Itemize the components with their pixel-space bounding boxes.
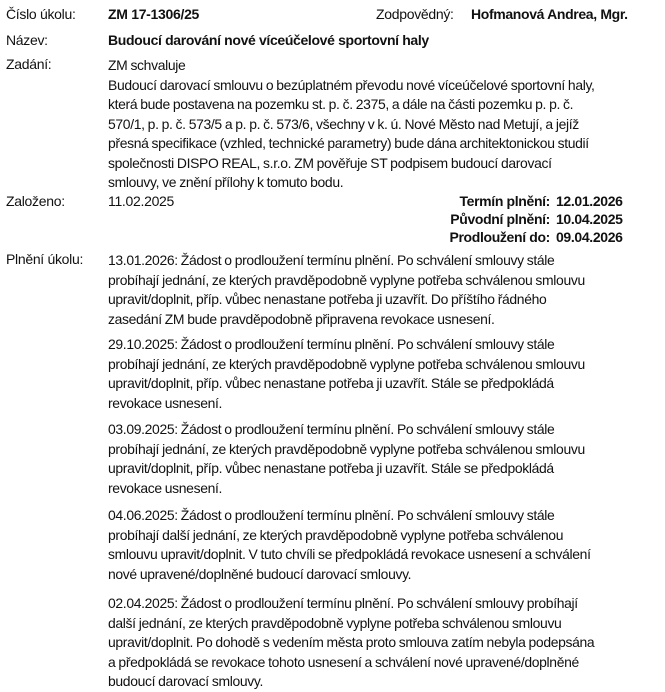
progress-line: probíhají jednání, ze kterých pravděpodobně vyplyne potřeba schválenou smlouvu — [108, 355, 585, 372]
extension-value: 09.04.2026 — [556, 229, 623, 245]
progress-line: 02.04.2025: Žádost o prodloužení termínu plnění. Po schválení smlouvy probíhají — [108, 595, 578, 611]
progress-line: probíhají jednání, ze kterých pravděpodobně vyplyne potřeba schválenou smlouvu — [108, 440, 585, 457]
progress-line: budoucí darovací smlouvy. — [108, 673, 263, 689]
progress-line: upravit/doplnit. Po dohodě s vedením města proto smlouva zatím nebyla podepsána — [108, 634, 595, 650]
progress-line: upravit/doplnit, příp. vůbec nenastane potřeba ji uzavřít. Stále se předpokládá — [108, 460, 554, 476]
progress-entry — [108, 594, 663, 692]
progress-line: probíhají jednání, ze kterých pravděpodobně vyplyne potřeba schválenou smlouvu — [108, 271, 585, 288]
assignment-line: ZM schvaluje — [108, 57, 186, 73]
progress-line: smlouvu upravit/doplnit. V tuto chvíli se předpokládá revokace usnesení a schválení — [108, 546, 591, 562]
progress-entry — [108, 251, 663, 329]
progress-line: nové upravené/doplněné budoucí darovací smlouvy. — [108, 565, 412, 582]
task-number-label: Číslo úkolu: — [6, 6, 76, 22]
task-number-value: ZM 17-1306/25 — [108, 6, 200, 22]
progress-line: upravit/doplnit, příp. vůbec nenastane potřeba ji uzavřít. Stále se předpokládá — [108, 375, 554, 391]
progress-entry — [108, 506, 663, 584]
deadline-value: 12.01.2026 — [556, 193, 623, 209]
progress-line: a předpokládá se revokace tohoto usnesení a schválení nové upravené/doplněné — [108, 653, 579, 670]
assignment-text — [108, 56, 663, 193]
progress-line: 13.01.2026: Žádost o prodloužení termínu plnění. Po schválení smlouvy stále — [108, 252, 555, 268]
progress-line: revokace usnesení. — [108, 394, 223, 411]
progress-line: revokace usnesení. — [108, 479, 223, 496]
progress-line: probíhají další jednání, ze kterých pravděpodobně vyplyne potřeba schválenou — [108, 526, 564, 543]
progress-line: upravit/doplnit, příp. vůbec nenastane potřeba ji uzavřít. Do příštího řádného — [108, 291, 547, 307]
assignment-label: Zadání: — [6, 56, 52, 72]
assignment-line: Budoucí darovací smlouvu o bezúplatném převodu nové víceúčelové sportovní haly, — [108, 76, 595, 93]
created-label: Založeno: — [6, 193, 65, 209]
progress-entry — [108, 420, 663, 498]
progress-entry — [108, 335, 663, 413]
assignment-line: smlouvy, ve znění přílohy k tomuto bodu. — [108, 174, 344, 190]
progress-line: 04.06.2025: Žádost o prodloužení termínu plnění. Po schválení smlouvy stále — [108, 507, 555, 523]
progress-line: 03.09.2025: Žádost o prodloužení termínu plnění. Po schválení smlouvy stále — [108, 421, 555, 437]
responsible-label: Zodpovědný: — [376, 6, 454, 22]
progress-line: zasedání ZM bude pravděpodobně připravena revokace usnesení. — [108, 310, 495, 327]
progress-line: 29.10.2025: Žádost o prodloužení termínu plnění. Po schválení smlouvy stále — [108, 336, 555, 352]
created-date: 11.02.2025 — [108, 193, 175, 209]
responsible-value: Hofmanová Andrea, Mgr. — [471, 6, 628, 22]
progress-label: Plnění úkolu: — [6, 251, 84, 267]
original-deadline-label: Původní plnění: — [450, 211, 550, 227]
task-title: Budoucí darování nové víceúčelové sportovní haly — [108, 32, 429, 48]
title-label: Název: — [6, 32, 48, 48]
extension-label: Prodloužení do: — [449, 229, 550, 245]
assignment-line: 570/1, p. p. č. 573/5 a p. p. č. 573/6, všechny v k. ú. Nové Město nad Metují, a jejíž — [108, 115, 579, 132]
assignment-line: společnosti DISPO REAL, s.r.o. ZM pověřuje ST podpisem budoucí darovací — [108, 154, 552, 171]
deadline-label: Termín plnění: — [459, 193, 550, 209]
assignment-line: přesná specifikace (vzhled, technické parametry) bude dána architektonickou studií — [108, 135, 589, 151]
original-deadline-value: 10.04.2025 — [556, 211, 623, 227]
progress-line: další jednání, ze kterých pravděpodobně vyplyne potřeba schválenou smlouvu — [108, 614, 562, 631]
assignment-line: která bude postavena na pozemku st. p. č. 2375, a dále na části pozemku p. p. č. — [108, 96, 574, 112]
